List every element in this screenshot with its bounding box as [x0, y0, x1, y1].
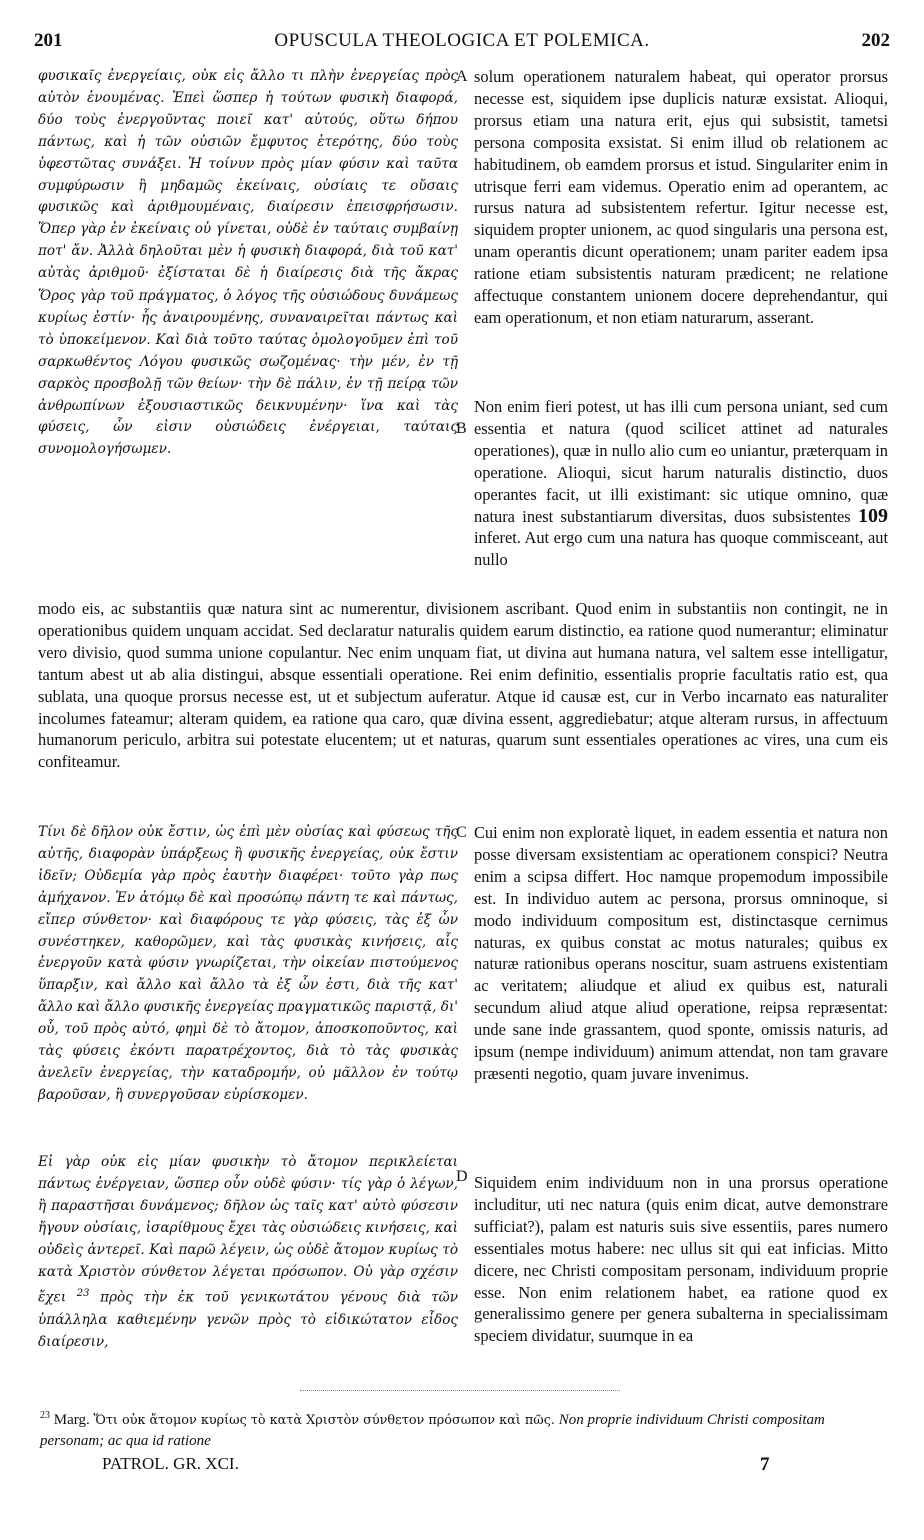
latin-column-d: Siquidem enim individuum non in una prorsus operatione includitur, uti nec natura (quis enim dicat, autve demonstrare sufficiat?), palam est naturis suis sive essentiis, pares numero essentiales motus habere: nec ullus sit qui eat inficias. Mitto dicere, nec Christi compositam personam, individuum proprie esse. Non enim relationem habet, ea ratione quod ex generalissimo genere per genera subalterna in specialissimam speciem dividatur, suumque in ea	[474, 1173, 888, 1346]
running-header	[34, 30, 890, 56]
footnote-greek: Ὅτι οὐκ ἄτομον κυρίως τὸ κατὰ Χριστὸν σύνθετον πρόσωπον καὶ πῶς.	[93, 1413, 555, 1428]
greek-d-text-cont: πρὸς τὴν ἐκ τοῦ γενικωτάτου γένους διὰ τῶν ὑπάλληλα καθιεμένην γενῶν πρὸς τὸ εἰδικώτατον εἶδος διαίρεσιν,	[38, 1289, 458, 1350]
running-title: OPUSCULA THEOLOGICA ET POLEMICA.	[274, 30, 650, 51]
greek-column-c: Τίνι δὲ δῆλον οὐκ ἔστιν, ὡς ἐπὶ μὲν οὐσίας καὶ φύσεως τῆς αὐτῆς, διαφορὰν ὑπάρξεως ἢ φυσικῆς ἐνεργείας, οὐκ ἔστιν ἰδεῖν; Οὐδεμία γὰρ πρὸς ἑαυτὴν διαφέρει· τοῦτο γὰρ πως ἀμήχανον. Ἐν ἀτόμῳ δὲ καὶ προσώπῳ πάντη τε καὶ πάντως, εἴπερ σύνθετον· καὶ διαφόρους τε γὰρ φύσεις, τὰς ἐξ ὧν συνέστηκεν, καθορῶμεν, καὶ τὰς φυσικὰς κινήσεις, αἷς ἐνεργοῦν κατὰ φύσιν γνωρίζεται, τὴν οἰκείαν πιστούμενος ὕπαρξιν, καὶ ἄλλο καὶ ἄλλο τὰ ἐξ ὧν ἐστι, διὰ τῆς κατ' ἄλλο καὶ ἄλλο φυσικῆς ἐνεργείας πραγματικῶς παριστᾷ, δι' οὗ, τοῦ πρὸς αὐτό, φημὶ δὲ τὸ ἄτομον, ἀποσκοποῦντος, καὶ τὰς φύσεις ἐκόντι παρατρέχοντος, διὰ τὸ τὰς φυσικὰς ἀνελεῖν ἐνεργείας, τὴν καταδρομήν, οὐ μᾶλλον ἐν τούτῳ βαροῦσαν, ἢ συνεργοῦσαν εὑρίσκομεν.	[38, 824, 458, 1103]
signature-series: PATROL. GR. XCI.	[102, 1454, 239, 1473]
section-marker-c: C	[456, 824, 467, 841]
footnote-latin: Non proprie individuum Christi compositam personam; ac qua id ratione	[40, 1412, 825, 1449]
greek-column-a: φυσικαῖς ἐνεργείαις, οὐκ εἰς ἄλλο τι πλὴν ἐνεργείας πρὸς αὐτὸν ἑνουμένας. Ἐπεὶ ὥσπερ ἡ τούτων φυσικὴ διαφορά, δύο τοὺς ἐνεργοῦντας ποιεῖ κατ' αὐτούς, οὕτω δήπου πάντως, καὶ ἡ τῶν οὐσιῶν ἔμφυτος ἑτερότης, δύο τοὺς ὑφεστῶτας συνάξει. Ἡ τοίνυν πρὸς μίαν φύσιν καὶ ταῦτα συμφύρωσιν ἢ μηδαμῶς ἐκείναις, οὐσίαις τε οὔσαις φυσικῶς καὶ ἀριθμουμέναις, διαίρεσιν ἐπεισφρήσωσιν. Ὅπερ γὰρ ἐν ἐκείναις οὐ γίνεται, οὐδὲ ἐν ταύταις συμβαίνῃ ποτ' ἄν. Ἀλλὰ δηλοῦται μὲν ἡ φυσικὴ διαφορά, διὰ τοῦ κατ' αὐτὰς ἀριθμοῦ· ἐξίσταται δὲ ἡ διαίρεσις διὰ τῆς ἄκρας	[38, 68, 458, 282]
greek-d-text: Εἰ γὰρ οὐκ εἰς μίαν φυσικὴν τὸ ἄτομον περικλείεται πάντως ἐνέργειαν, ὥσπερ οὖν οὐδὲ φύσιν· τίς γὰρ ὁ λέγων, ἢ παραστῆσαι δυνάμενος; δῆλον ὡς ταῖς κατ' αὐτὸ φύσεσιν ἤγουν οὐσίαις, ἰσαρίθμους ἔχει τὰς οὐσιώδεις κινήσεις, καὶ οὐδεὶς ἀντερεῖ. Καὶ παρῶ λέγειν, ὡς οὐδὲ ἄτομον κυρίως τὸ κατὰ Χριστὸν σύνθετον λέγεται πρόσωπον. Οὐ γὰρ σχέσιν ἔχει	[38, 1154, 458, 1306]
latin-column-b	[474, 396, 888, 594]
column-number: 109	[858, 504, 888, 527]
footnote-divider	[300, 1390, 620, 1391]
latin-b-text: Non enim fieri potest, ut has illi cum persona uniant, sed cum essentia et natura (quod scilicet attinet ad naturales operationes), quæ in nullo alio cum eo uniantur, præterquam in operatione. Alioqui, sicut harum naturalis distinctio, duos operantes facit, ut illi existimant: sic utique omnino, quæ natura inest substantiarum diversitas, duos subsistentes	[474, 397, 888, 526]
footnote	[40, 1406, 880, 1451]
footnote-ref: 23	[76, 1288, 90, 1300]
latin-b-text-cont: inferet. Aut ergo cum una natura has quoque commisceant, aut nullo	[474, 528, 888, 570]
latin-column-a: solum operationem naturalem habeat, qui operator prorsus necesse est, siquidem ipse duplicis naturæ exsistat. Alioqui, prorsus etiam una natura erit, ejus qui subsistit, tametsi persona composita exsistat. Si enim illud ob relationem ac habitudinem, ob eamdem prorsus et istud. Singulariter enim in utrisque ferri eam videmus. Operatio enim ad operantem, ac rursus natura ad subsistentem refertur. Igitur necesse est, siquidem propter unionem, ac quod singularis una persona est, unam operantis dicunt operationem; unam pariter eadem ipsa ratione etiam subsistentis naturam prædicent; ne relatione affectuque constantem unionem docere deprehendantur, qui eam operationum, et non etiam naturarum, asserant.	[474, 67, 888, 327]
footnote-marg: Marg.	[53, 1412, 90, 1428]
greek-column-b: Ὅρος γὰρ τοῦ πράγματος, ὁ λόγος τῆς οὐσιώδους δυνάμεως κυρίως ἐστίν· ἧς ἀναιρουμένης, συναναιρεῖται πάντως καὶ τὸ ὑποκείμενον. Καὶ διὰ τοῦτο ταύτας ὁμολογοῦμεν ἐπὶ τοῦ σαρκωθέντος Λόγου φυσικῶς σωζομένας· τὴν μέν, ἐν τῇ σαρκὸς προσβολῇ τῶν θείων· τὴν δὲ πάλιν, ἐν τῇ πείρᾳ τῶν ἀνθρωπίνων ἐξουσιαστικῶς δεικνυμένην· ἵνα καὶ τὰς φύσεις, ὧν εἰσιν οὐσιώδεις ἐνέργειαι, ταύταις συνομολογήσωμεν.	[38, 288, 458, 458]
section-marker-d: D	[456, 1168, 468, 1185]
latin-column-c: Cui enim non exploratè liquet, in eadem essentia et natura non posse diversam exsistentiam ac operationem conspici? Neutra enim a scipsa differt. Hoc namque propemodum impossibile est. In individuo autem ac persona, prorsus omninoque, si modo individuum compositum est, distinctasque cernimus naturas, ex quibus constat ac motus naturales; quibus ex naturæ rationibus operans noscitur, suam astruens existentiam ac veritatem; aliudque et aliud ex quibus est, naturali secundum aliud atque aliud operatione, reipsa repræsentat: unde sane inde grassantem, quod sponte, omissis naturis, ad ipsum (nempe individuum) animum attendat, non tam gravare præsenti negotio, quam juvare invenimus.	[474, 823, 888, 1083]
signature-number: 7	[760, 1454, 770, 1475]
footnote-number: 23	[40, 1410, 50, 1421]
greek-column-d	[38, 1152, 458, 1372]
page-number-right: 202	[861, 30, 890, 51]
section-marker-b: B	[456, 420, 467, 437]
section-marker-a: A	[456, 68, 468, 85]
latin-full-width: modo eis, ac substantiis quæ natura sint ac numerentur, divisionem ascribant. Quod enim in substantiis non contingit, ne in operationibus quidem unquam accidat. Sed declaratur naturalis quidem earum distinctio, ea ratione quod numerantur; eliminatur vero divisio, quod summa unione copulantur. Nec enim unquam fiat, ut divina aut humana natura, vel saltem esse intelligatur, tantum abest ut ab alia distingui, absque essentiali operatione. Rei enim definitio, essentialis proprie facultatis ratio est, qua sublata, una quoque prorsus necesse est, ut et subjectum auferatur. Atque id causæ est, cur in Verbo incarnato eas naturaliter incolumes fateamur; alteram quidem, ea ratione qua caro, quæ divina essent, aggrediebatur; atque alteram rursus, in affectuum humanorum periculo, arbitra sui potestate elucentem; ut et naturas, quarum sunt essentiales operationes ac vires, una cum eis confiteamur.	[38, 599, 888, 772]
page-number-left: 201	[34, 30, 63, 51]
